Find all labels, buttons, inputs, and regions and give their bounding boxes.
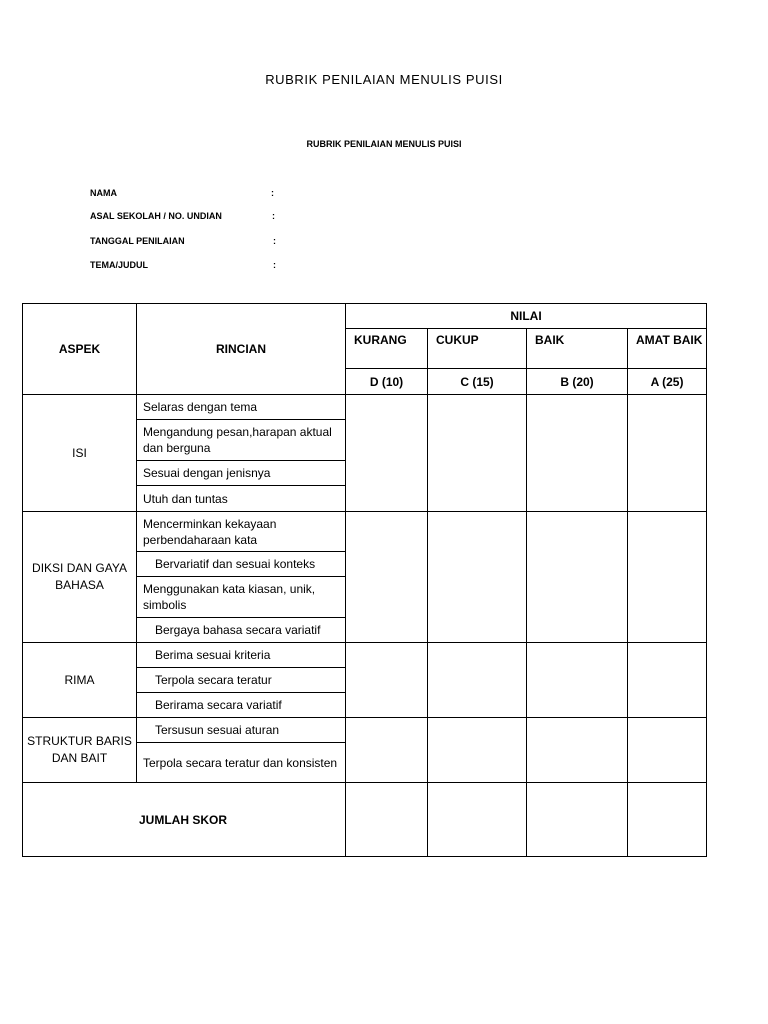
aspect-struktur: STRUKTUR BARIS DAN BAIT (23, 718, 137, 783)
score-cell (428, 395, 527, 512)
criteria-item: Berima sesuai kriteria (137, 643, 346, 668)
level-amat-baik: AMAT BAIK (628, 329, 707, 369)
criteria-item: Terpola secara teratur dan konsisten (137, 743, 346, 783)
criteria-item: Mencerminkan kekayaan perbendaharaan kata (137, 512, 346, 552)
field-label-tanggal: TANGGAL PENILAIAN (90, 236, 185, 246)
criteria-item: Tersusun sesuai aturan (137, 718, 346, 743)
score-cell (346, 395, 428, 512)
field-label-nama: NAMA (90, 188, 117, 198)
score-cell (628, 395, 707, 512)
score-cell (628, 718, 707, 783)
field-colon-nama: : (271, 188, 274, 198)
document-subtitle: RUBRIK PENILAIAN MENULIS PUISI (306, 139, 462, 149)
field-label-asal-sekolah: ASAL SEKOLAH / NO. UNDIAN (90, 211, 222, 221)
grade-d: D (10) (346, 369, 428, 395)
total-cell (527, 783, 628, 857)
header-rincian: RINCIAN (137, 304, 346, 395)
total-score-label: JUMLAH SKOR (23, 783, 346, 857)
score-cell (628, 643, 707, 718)
score-cell (527, 718, 628, 783)
aspect-rima: RIMA (23, 643, 137, 718)
rubric-table (22, 303, 707, 857)
grade-c: C (15) (428, 369, 527, 395)
aspect-isi: ISI (23, 395, 137, 512)
score-cell (428, 643, 527, 718)
criteria-item: Bergaya bahasa secara variatif (137, 618, 346, 643)
header-nilai: NILAI (346, 304, 707, 329)
header-aspek: ASPEK (23, 304, 137, 395)
grade-a: A (25) (628, 369, 707, 395)
criteria-item: Mengandung pesan,harapan aktual dan berguna (137, 420, 346, 461)
score-cell (527, 512, 628, 643)
field-colon-tanggal: : (273, 236, 276, 246)
criteria-item: Selaras dengan tema (137, 395, 346, 420)
score-cell (628, 512, 707, 643)
field-label-tema: TEMA/JUDUL (90, 260, 148, 270)
field-colon-tema: : (273, 260, 276, 270)
criteria-item: Terpola secara teratur (137, 668, 346, 693)
score-cell (527, 643, 628, 718)
criteria-item: Utuh dan tuntas (137, 486, 346, 512)
level-kurang: KURANG (346, 329, 428, 369)
score-cell (527, 395, 628, 512)
criteria-item: Bervariatif dan sesuai konteks (137, 552, 346, 577)
document-title: RUBRIK PENILAIAN MENULIS PUISI (265, 72, 503, 87)
level-cukup: CUKUP (428, 329, 527, 369)
score-cell (346, 718, 428, 783)
grade-b: B (20) (527, 369, 628, 395)
total-cell (428, 783, 527, 857)
criteria-item: Menggunakan kata kiasan, unik, simbolis (137, 577, 346, 618)
total-cell (346, 783, 428, 857)
score-cell (346, 512, 428, 643)
total-cell (628, 783, 707, 857)
level-baik: BAIK (527, 329, 628, 369)
criteria-item: Sesuai dengan jenisnya (137, 461, 346, 486)
score-cell (346, 643, 428, 718)
aspect-diksi-gaya-bahasa: DIKSI DAN GAYA BAHASA (23, 512, 137, 643)
score-cell (428, 718, 527, 783)
score-cell (428, 512, 527, 643)
criteria-item: Berirama secara variatif (137, 693, 346, 718)
field-colon-asal-sekolah: : (272, 211, 275, 221)
